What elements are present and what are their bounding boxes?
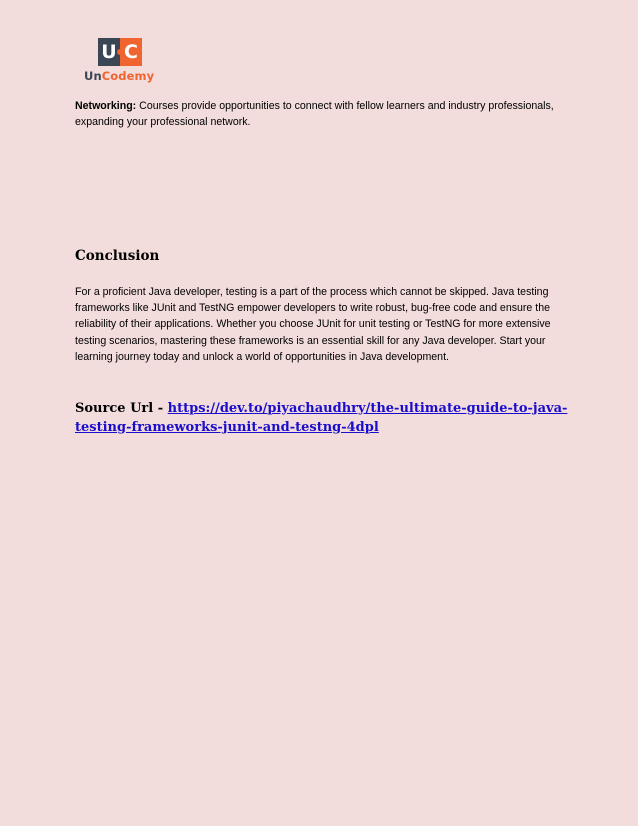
- logo-letter-c: C: [120, 38, 142, 66]
- logo-word-codemy: Codemy: [101, 69, 155, 83]
- networking-label: Networking:: [75, 100, 137, 112]
- source-url-line: [75, 400, 575, 437]
- conclusion-heading: Conclusion: [75, 248, 160, 264]
- uncodemy-logo: [84, 38, 160, 84]
- logo-letter-u: U: [98, 38, 120, 66]
- logo-wordmark: [84, 69, 160, 83]
- conclusion-paragraph: For a proficient Java developer, testing is a part of the process which cannot be skipped. Java testing frameworks like JUnit and TestNG empower developers to write robust, bug-free code and ensure the reliability of their applications. Whether you choose JUnit for unit testing or TestNG for more extensive testing scenarios, mastering these frameworks is an essential skill for any Java developer. Start your learning journey today and unlock a world of opportunities in Java development.: [75, 286, 551, 363]
- logo-dot: [117, 49, 123, 55]
- networking-paragraph: [75, 98, 565, 130]
- logo-mark: [98, 38, 142, 66]
- source-url-link[interactable]: https://dev.to/piyachaudhry/the-ultimate-guide-to-java-testing-frameworks-junit-and-testng-4dpl: [75, 401, 568, 435]
- source-url-label: Source Url -: [75, 401, 168, 416]
- networking-text: Courses provide opportunities to connect with fellow learners and industry professionals, expanding your professional network.: [75, 100, 554, 129]
- logo-word-un: Un: [84, 69, 102, 83]
